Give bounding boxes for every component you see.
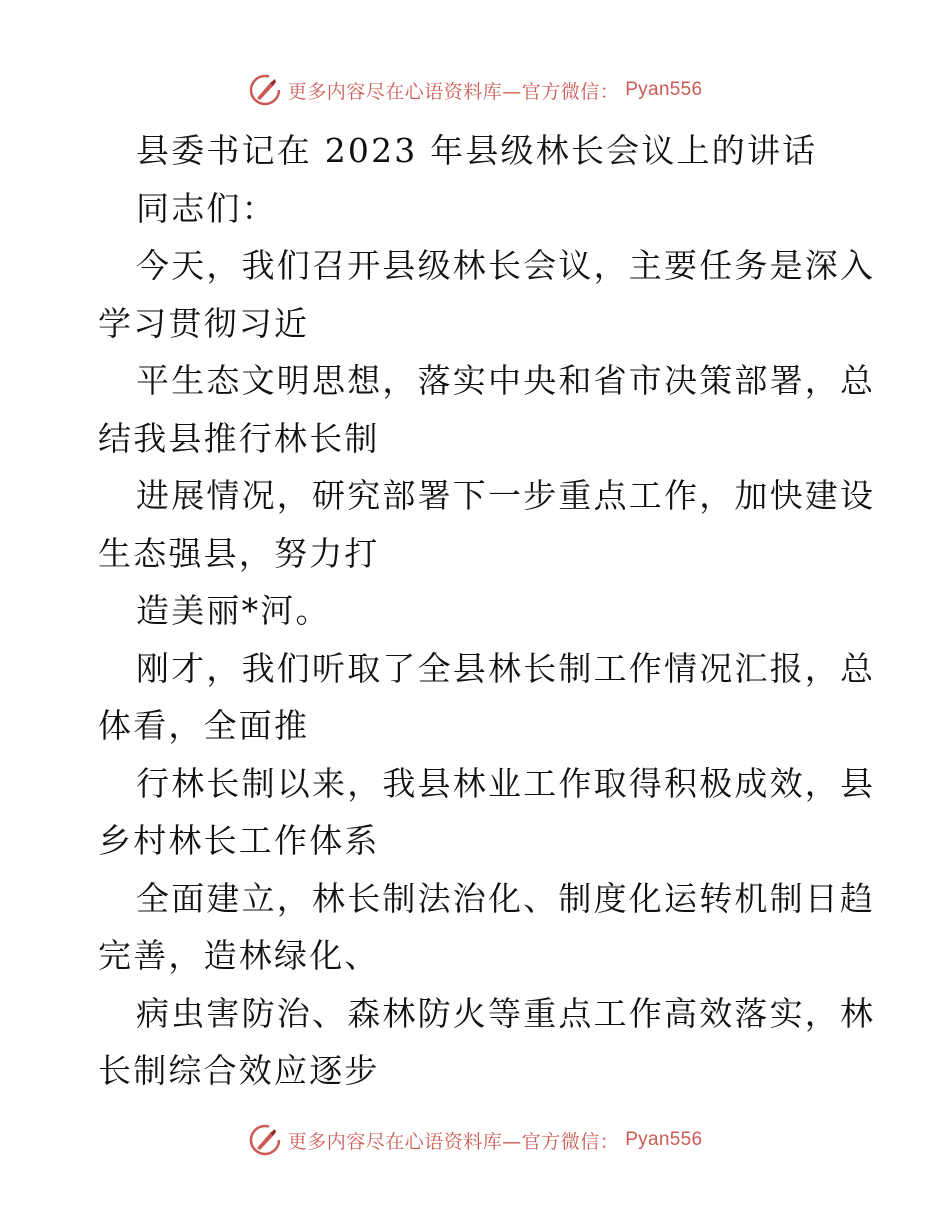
document-body [98, 122, 876, 1100]
text-line: 平生态文明思想，落实中央和省市决策部署，总 [136, 361, 876, 400]
watermark-header [0, 70, 950, 110]
watermark-footer [0, 1120, 950, 1160]
text-line: 行林长制以来，我县林业工作取得积极成效，县 [136, 763, 876, 803]
watermark-wechat-id: Pyan556 [625, 1129, 703, 1150]
text-line: 全面建立，林长制法治化、制度化运转机制日趋 [136, 878, 876, 918]
text-line: 生态强县，努力打 [98, 533, 380, 573]
watermark-text: 更多内容尽在心语资料库—官方微信： [287, 1130, 620, 1153]
watermark-text: 更多内容尽在心语资料库—官方微信： [287, 80, 620, 103]
text-line: 病虫害防治、森林防火等重点工作高效落实，林 [136, 993, 876, 1033]
document-title: 县委书记在 2023 年县级林长会议上的讲话 [136, 131, 818, 170]
text-line: 完善，造林绿化、 [98, 936, 380, 975]
watermark-wechat-id: Pyan556 [625, 79, 703, 100]
text-line: 乡村林长工作体系 [98, 821, 380, 860]
text-line: 刚才，我们听取了全县林长制工作情况汇报，总 [136, 648, 876, 688]
text-line: 学习贯彻习近 [98, 303, 310, 343]
quill-pen-logo-icon [248, 73, 282, 107]
text-line: 结我县推行林长制 [98, 418, 380, 458]
text-line: 进展情况，研究部署下一步重点工作，加快建设 [136, 476, 876, 515]
document-greeting: 同志们： [136, 188, 277, 228]
text-line: 体看，全面推 [98, 706, 310, 745]
text-line: 长制综合效应逐步 [98, 1051, 380, 1090]
text-line: 造美丽*河。 [136, 591, 331, 630]
text-line: 今天，我们召开县级林长会议，主要任务是深入 [136, 246, 876, 285]
quill-pen-logo-icon [248, 1123, 282, 1157]
